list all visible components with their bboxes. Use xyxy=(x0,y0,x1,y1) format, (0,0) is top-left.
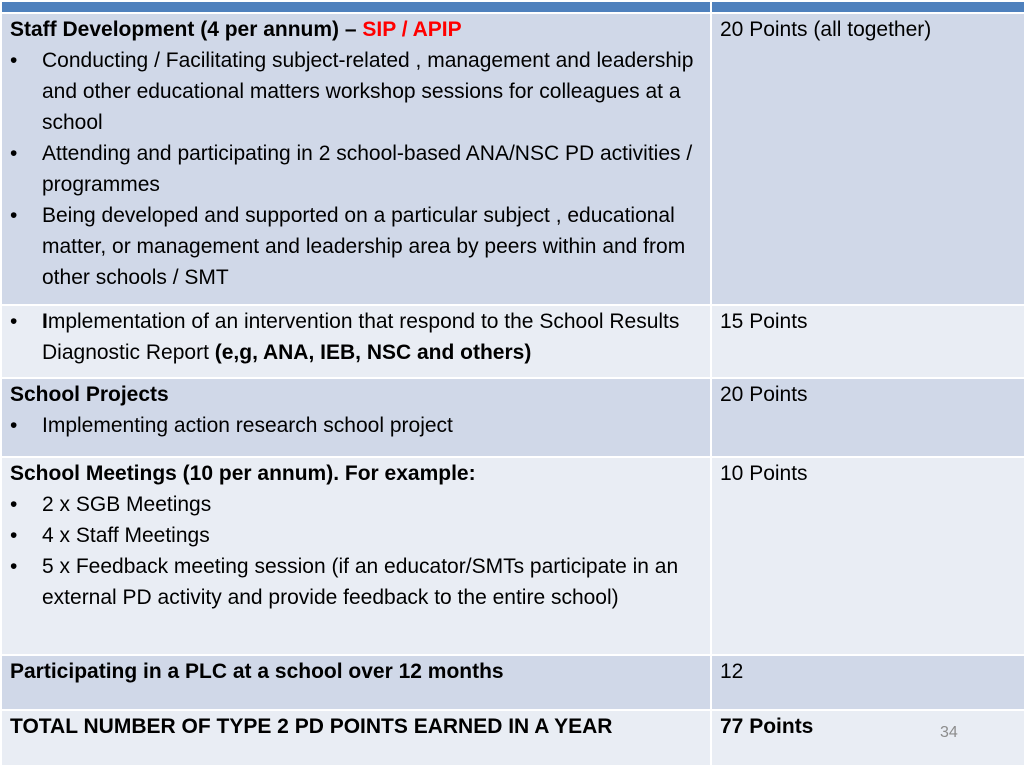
points-cell xyxy=(711,710,1024,766)
list-item xyxy=(10,45,702,138)
activity-cell xyxy=(1,13,711,305)
points-value: 15 Points xyxy=(720,310,808,333)
activity-cell xyxy=(1,710,711,766)
bullet-list xyxy=(10,45,702,293)
row-title: School Meetings (10 per annum). For example: xyxy=(10,462,476,485)
list-item-text: Being developed and supported on a particular subject , educational matter, or management and leadership area by peers within and from other schools / SMT xyxy=(42,204,686,289)
list-item-text: 5 x Feedback meeting session (if an educator/SMTs participate in an external PD activity and provide feedback to the entire school) xyxy=(42,555,679,609)
list-item-initial: I xyxy=(42,310,48,333)
list-item xyxy=(10,551,702,613)
bullet-icon: • xyxy=(10,204,18,227)
row-title xyxy=(10,14,702,45)
table-row-school-projects xyxy=(1,378,1024,457)
points-cell xyxy=(711,655,1024,710)
points-value: 10 Points xyxy=(720,462,808,485)
table-row-school-meetings xyxy=(1,457,1024,655)
bullet-icon: • xyxy=(10,493,18,516)
table-header-row xyxy=(1,1,1024,13)
bullet-icon: • xyxy=(10,49,18,72)
page-number: 34 xyxy=(940,724,958,741)
bullet-list xyxy=(10,489,702,613)
points-value: 20 Points xyxy=(720,383,808,406)
bullet-icon: • xyxy=(10,414,18,437)
points-cell xyxy=(711,457,1024,655)
list-item xyxy=(10,410,702,441)
points-value: 12 xyxy=(720,660,744,683)
bullet-icon: • xyxy=(10,310,18,333)
list-item xyxy=(10,489,702,520)
table-row-intervention xyxy=(1,305,1024,378)
bullet-icon: • xyxy=(10,524,18,547)
total-points-value: 77 Points xyxy=(720,715,814,738)
list-item xyxy=(10,520,702,551)
points-value: 20 Points (all together) xyxy=(720,18,932,41)
list-item xyxy=(10,200,702,293)
activity-cell xyxy=(1,305,711,378)
table-row-plc xyxy=(1,655,1024,710)
list-item-text: 2 x SGB Meetings xyxy=(42,493,212,516)
header-cell xyxy=(711,1,1024,13)
list-item-text: 4 x Staff Meetings xyxy=(42,524,210,547)
list-item-text: Implementing action research school project xyxy=(42,414,453,437)
activity-cell xyxy=(1,655,711,710)
row-title: Participating in a PLC at a school over 12 months xyxy=(10,660,504,683)
activity-cell xyxy=(1,457,711,655)
table-row-staff-development xyxy=(1,13,1024,305)
list-item-text: Conducting / Facilitating subject-related , management and leadership and other educational matters workshop sessions for colleagues at a school xyxy=(42,49,694,134)
row-title: TOTAL NUMBER OF TYPE 2 PD POINTS EARNED IN A YEAR xyxy=(10,715,613,738)
list-item xyxy=(10,306,702,368)
bullet-icon: • xyxy=(10,555,18,578)
list-item xyxy=(10,138,702,200)
points-cell xyxy=(711,13,1024,305)
header-cell xyxy=(1,1,711,13)
row-title-text: Staff Development (4 per annum) – xyxy=(10,18,363,41)
bullet-list xyxy=(10,306,702,368)
points-cell xyxy=(711,305,1024,378)
list-item-bold-text: (e,g, ANA, IEB, NSC and others) xyxy=(214,341,532,364)
activity-cell xyxy=(1,378,711,457)
bullet-icon: • xyxy=(10,142,18,165)
row-title: School Projects xyxy=(10,383,169,406)
table-row-total xyxy=(1,710,1024,766)
row-title-highlight: SIP / APIP xyxy=(362,18,462,41)
points-cell xyxy=(711,378,1024,457)
list-item-text: Attending and participating in 2 school-based ANA/NSC PD activities / programmes xyxy=(42,142,693,196)
list-item-text: mplementation of an intervention that respond to the School Results Diagnostic Report xyxy=(42,310,680,364)
bullet-list xyxy=(10,410,702,441)
